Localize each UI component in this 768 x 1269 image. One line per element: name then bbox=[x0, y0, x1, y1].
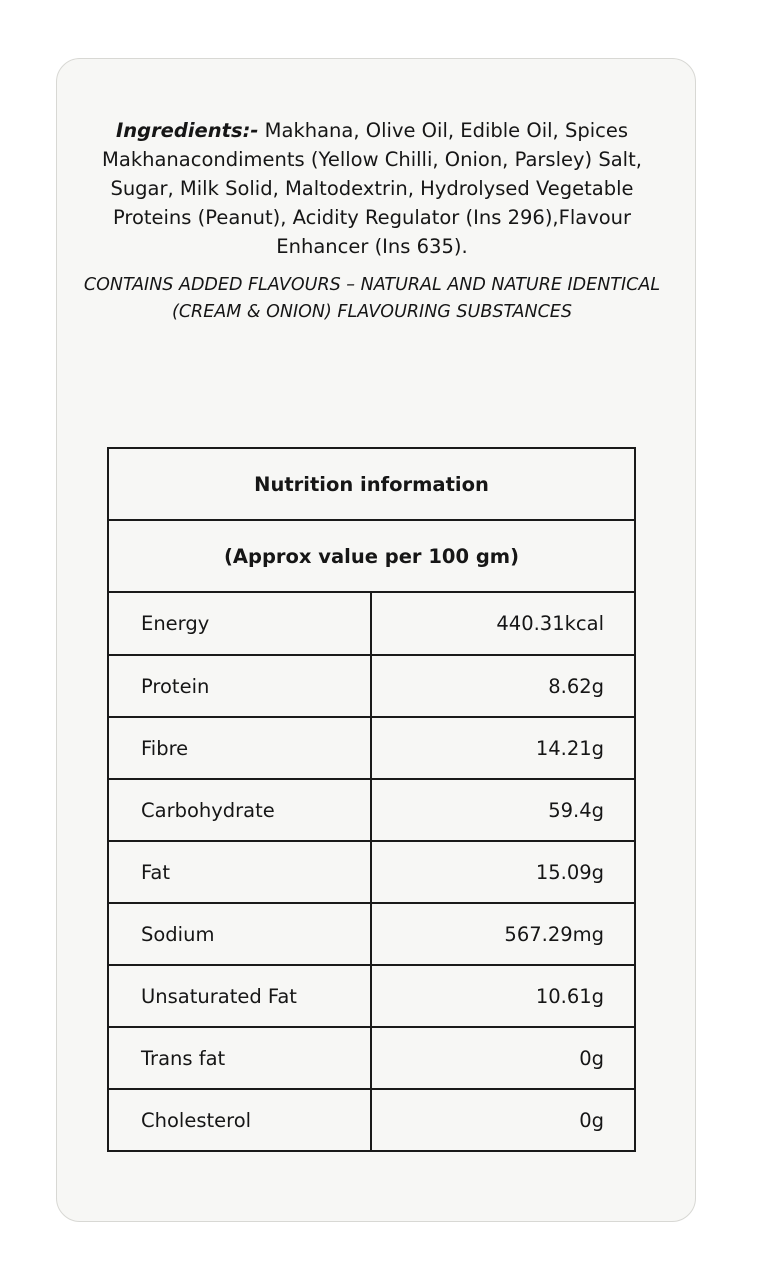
table-row bbox=[108, 655, 635, 717]
nutrition-title-row bbox=[108, 448, 635, 520]
nutrient-value: 0g bbox=[371, 1027, 635, 1089]
nutrition-table bbox=[107, 447, 636, 1152]
nutrient-name: Trans fat bbox=[108, 1027, 371, 1089]
nutrient-name: Cholesterol bbox=[108, 1089, 371, 1151]
nutrient-name: Fibre bbox=[108, 717, 371, 779]
nutrient-name: Fat bbox=[108, 841, 371, 903]
table-row bbox=[108, 717, 635, 779]
nutrient-value: 567.29mg bbox=[371, 903, 635, 965]
nutrient-value: 59.4g bbox=[371, 779, 635, 841]
nutrient-name: Unsaturated Fat bbox=[108, 965, 371, 1027]
nutrient-value: 10.61g bbox=[371, 965, 635, 1027]
table-row bbox=[108, 1027, 635, 1089]
table-row bbox=[108, 965, 635, 1027]
nutrient-name: Protein bbox=[108, 655, 371, 717]
ingredients-text bbox=[80, 116, 664, 261]
table-row bbox=[108, 779, 635, 841]
nutrition-subtitle-row bbox=[108, 520, 635, 592]
nutrient-name: Carbohydrate bbox=[108, 779, 371, 841]
flavour-notice: CONTAINS ADDED FLAVOURS – NATURAL AND NATURE IDENTICAL (CREAM & ONION) FLAVOURING SUBSTANCES bbox=[83, 275, 661, 322]
table-row bbox=[108, 1089, 635, 1151]
nutrient-value: 440.31kcal bbox=[371, 592, 635, 655]
nutrient-name: Energy bbox=[108, 592, 371, 655]
ingredients-label: Ingredients:- bbox=[115, 119, 259, 142]
table-row bbox=[108, 841, 635, 903]
nutrition-title: Nutrition information bbox=[108, 448, 635, 520]
table-row bbox=[108, 592, 635, 655]
nutrient-value: 8.62g bbox=[371, 655, 635, 717]
nutrient-value: 14.21g bbox=[371, 717, 635, 779]
nutrition-subtitle: (Approx value per 100 gm) bbox=[108, 520, 635, 592]
table-row bbox=[108, 903, 635, 965]
nutrient-value: 0g bbox=[371, 1089, 635, 1151]
ingredients-list: Makhana, Olive Oil, Edible Oil, Spices Makhanacondiments (Yellow Chilli, Onion, Parsley) Salt, Sugar, Milk Solid, Maltodextrin, Hydrolysed Vegetable Proteins (Peanut), Acidity Regulator (Ins 296),Flavour Enhancer (Ins 635). bbox=[102, 119, 642, 258]
nutrient-value: 15.09g bbox=[371, 841, 635, 903]
nutrient-name: Sodium bbox=[108, 903, 371, 965]
